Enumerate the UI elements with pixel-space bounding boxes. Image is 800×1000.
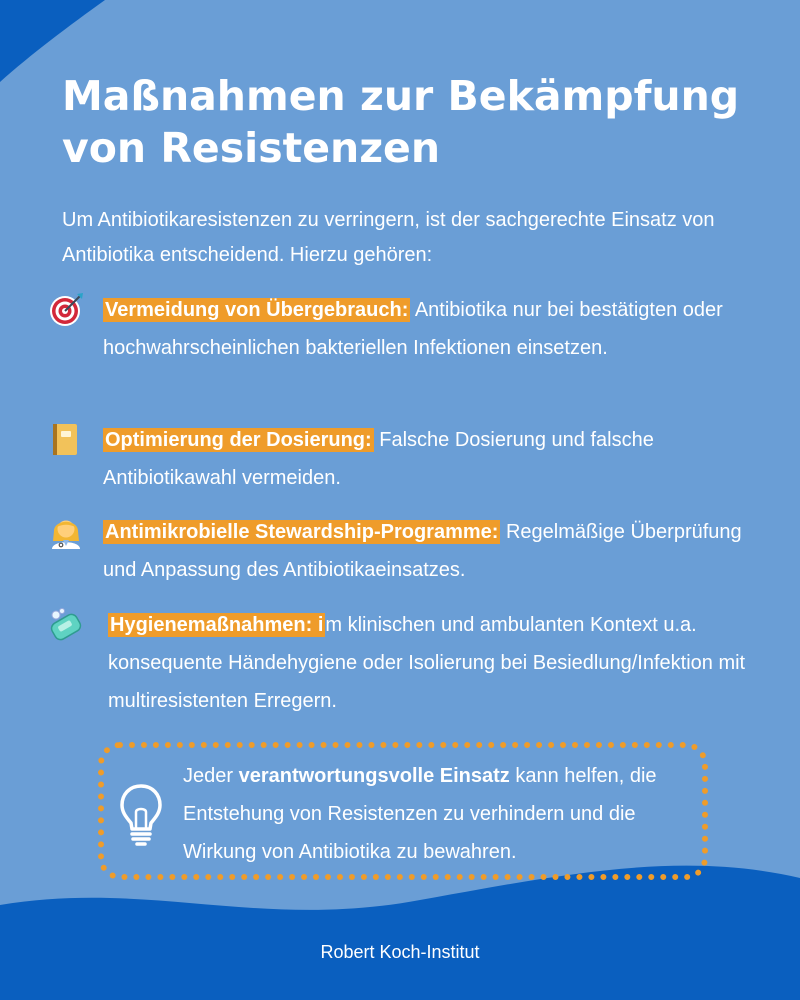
notebook-icon bbox=[48, 421, 84, 457]
list-item-body: Regelmäßige Überprüfung und Anpassung des Antibiotikaeinsatzes. bbox=[103, 521, 742, 581]
list-item-body: Antibiotika nur bei bestätigten oder hochwahrscheinlichen bakteriellen Infektionen einsetzen. bbox=[103, 299, 723, 359]
soap-icon bbox=[48, 606, 84, 642]
list-item-text bbox=[103, 513, 743, 589]
page-title: Maßnahmen zur Bekämpfung von Resistenzen bbox=[62, 72, 740, 172]
health-worker-icon bbox=[48, 513, 84, 549]
list-item-heading: Antimikrobielle Stewardship-Programme: bbox=[105, 521, 499, 543]
callout-emphasis: verantwortungsvolle Einsatz bbox=[238, 765, 510, 787]
list-item-text bbox=[103, 421, 743, 497]
callout-text-end: kann helfen, die Entstehung von Resistenzen zu verhindern und die Wirkung von Antibiotika zu bewahren. bbox=[183, 765, 657, 863]
lightbulb-icon bbox=[118, 782, 164, 846]
callout-text-start: Jeder bbox=[183, 765, 239, 787]
intro-text: Um Antibiotikaresistenzen zu verringern, ist der sachgerechte Einsatz von Antibiotika entscheidend. Hierzu gehören: bbox=[62, 209, 715, 266]
list-item-heading: Vermeidung von Übergebrauch: bbox=[105, 299, 409, 321]
list-item-heading: Optimierung der Dosierung: bbox=[105, 429, 372, 451]
target-icon bbox=[48, 291, 84, 327]
callout-text bbox=[183, 757, 703, 871]
list-item-heading: Hygienemaßnahmen: i bbox=[110, 614, 324, 636]
list-item-body: m klinischen und ambulanten Kontext u.a. konsequente Händehygiene oder Isolierung bei Besiedlung/Infektion mit multiresistenten Erregern. bbox=[108, 614, 746, 712]
list-item-body: Falsche Dosierung und falsche Antibiotikawahl vermeiden. bbox=[103, 429, 654, 489]
footer-source: Robert Koch-Institut bbox=[320, 942, 480, 962]
list-item-text bbox=[108, 606, 748, 720]
list-item-text bbox=[103, 291, 743, 367]
